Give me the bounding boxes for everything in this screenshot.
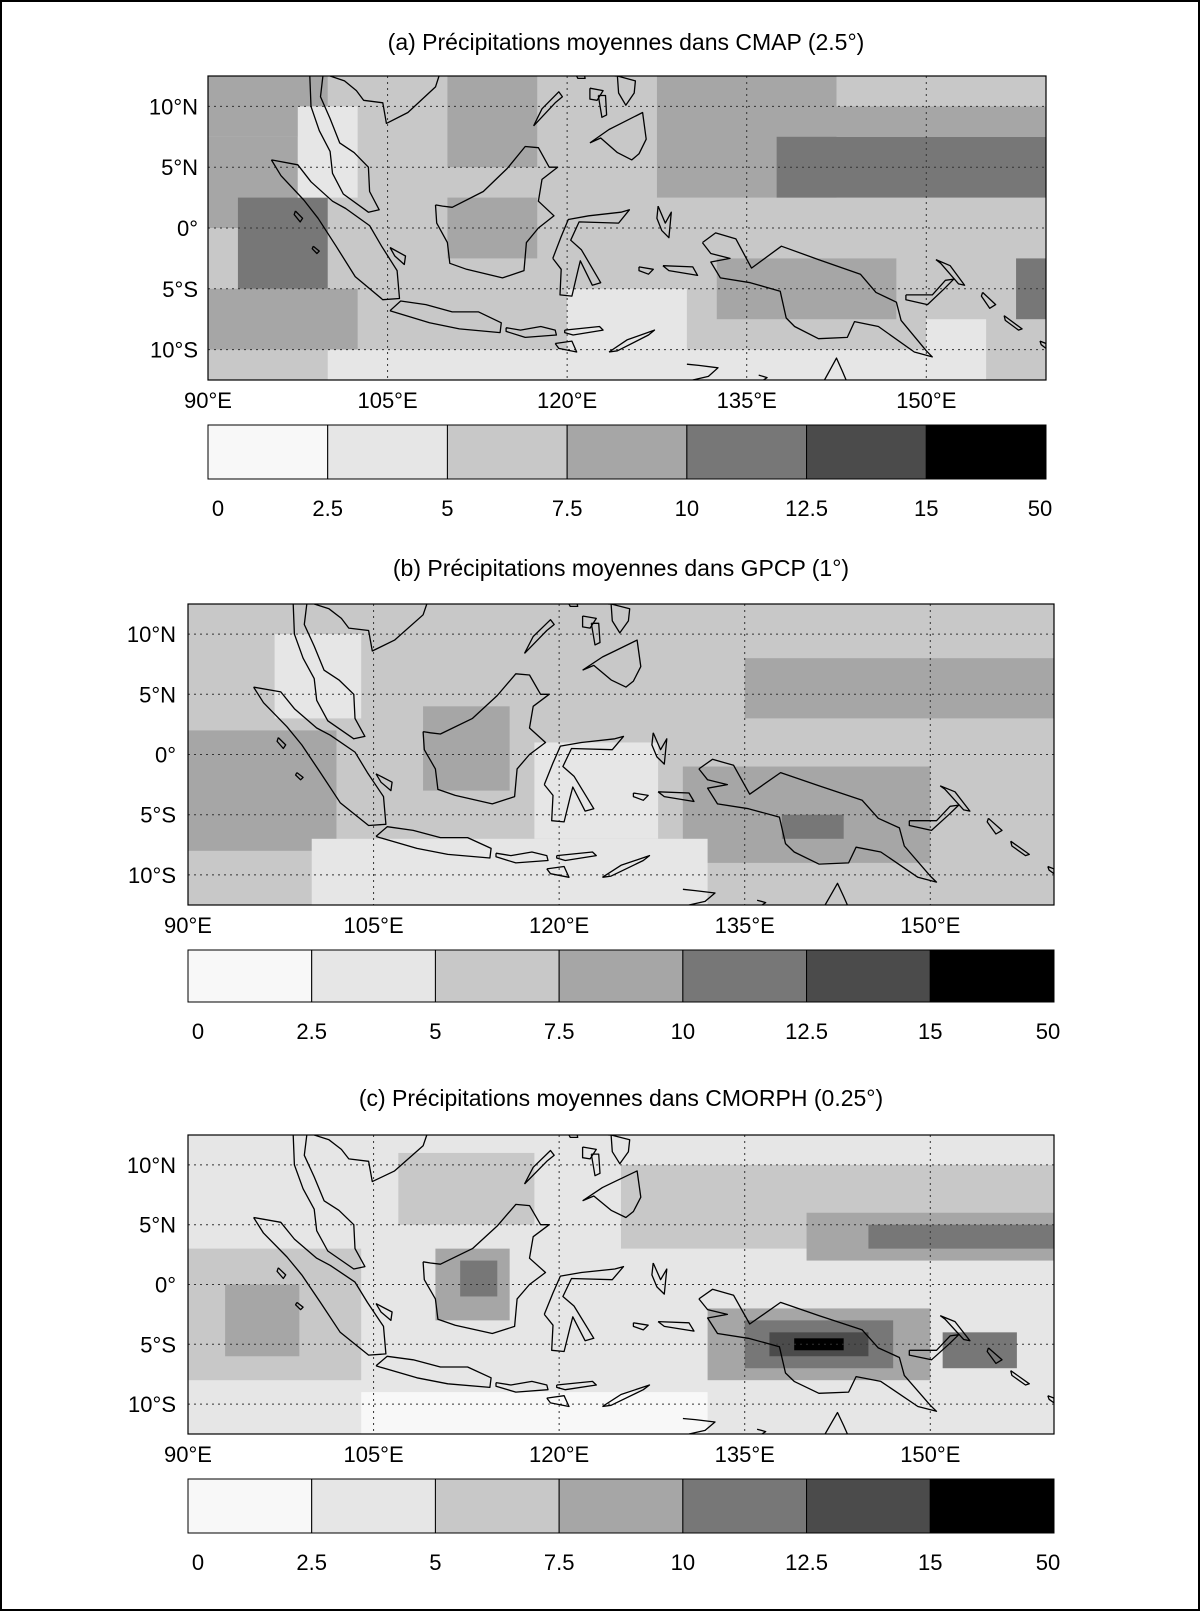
- lon-tick-label: 150°E: [900, 1442, 961, 1467]
- colorbar-swatch: [312, 950, 436, 1002]
- lon-tick-label: 90°E: [184, 388, 232, 413]
- precip-region-south-dry: [361, 1392, 707, 1434]
- precip-region-indian-ocean: [188, 730, 336, 850]
- colorbar-swatch: [447, 425, 567, 479]
- lon-tick-label: 105°E: [343, 913, 404, 938]
- precip-region-malaysia-dry: [298, 106, 358, 197]
- precip-region-west-sumatra-max: [238, 198, 328, 289]
- coastline: [559, 587, 612, 604]
- precip-region-sumatra-west: [225, 1285, 299, 1357]
- colorbar-level-label: 15: [918, 1550, 943, 1575]
- precipitation-maps-figure: [2, 2, 1198, 1609]
- lat-tick-label: 0°: [154, 742, 176, 768]
- map-panel-2: [127, 555, 1060, 1044]
- colorbar-swatch: [559, 1479, 683, 1533]
- colorbar-level-label: 12.5: [785, 1019, 828, 1044]
- lon-tick-label: 105°E: [343, 1442, 404, 1467]
- lat-tick-label: 5°S: [140, 1332, 176, 1358]
- colorbar-level-label: 10: [670, 1550, 696, 1575]
- lat-tick-label: 10°N: [126, 622, 176, 648]
- colorbar-level-label: 5: [429, 1550, 442, 1575]
- lat-tick-label: 10°S: [128, 862, 176, 888]
- colorbar-level-label: 15: [918, 1019, 943, 1044]
- map-body: [208, 59, 1046, 380]
- colorbar-level-label: 12.5: [785, 1550, 828, 1575]
- colorbar-level-label: 10: [670, 1019, 696, 1044]
- precip-region-nw-pacific: [837, 106, 1047, 136]
- colorbar-swatch: [930, 1479, 1054, 1533]
- colorbar-level-label: 7.5: [543, 1550, 575, 1575]
- colorbar-level-label: 50: [1035, 1019, 1061, 1044]
- precip-region-nw-pacific-dry: [837, 76, 1047, 106]
- map-panel-1: [149, 29, 1052, 521]
- colorbar-swatch: [559, 950, 683, 1002]
- colorbar-swatch: [807, 950, 931, 1002]
- lat-tick-label: 5°S: [162, 276, 198, 302]
- lat-tick-label: 10°N: [148, 94, 198, 120]
- lat-tick-label: 10°S: [150, 337, 198, 363]
- precip-region-borneo-core: [460, 1261, 497, 1297]
- colorbar-swatch: [328, 425, 448, 479]
- colorbar-swatch: [930, 950, 1054, 1002]
- colorbar-swatch: [188, 950, 312, 1002]
- panel-title: (c) Précipitations moyennes dans CMORPH (0.25°): [358, 1085, 884, 1111]
- lat-tick-label: 0°: [176, 216, 198, 241]
- colorbar-level-label: 0: [191, 1550, 205, 1575]
- lon-tick-label: 120°E: [529, 1442, 590, 1467]
- map-body: [188, 587, 1054, 905]
- precip-region-itcz-core: [868, 1225, 1054, 1249]
- colorbar-level-label: 7.5: [551, 496, 583, 521]
- lon-tick-label: 105°E: [357, 388, 418, 413]
- lat-tick-label: 10°N: [126, 1152, 176, 1178]
- colorbar-swatch: [312, 1479, 436, 1533]
- colorbar-level-label: 12.5: [785, 496, 828, 521]
- precip-region-s-china-sea: [447, 76, 537, 167]
- lon-tick-label: 135°E: [714, 1442, 775, 1467]
- colorbar-swatch: [683, 1479, 807, 1533]
- lat-tick-label: 5°S: [140, 802, 176, 828]
- colorbar-level-label: 5: [441, 496, 454, 521]
- precip-region-south-dry: [312, 839, 708, 905]
- lon-tick-label: 90°E: [164, 1442, 212, 1467]
- colorbar-level-label: 2.5: [296, 1550, 328, 1575]
- colorbar-level-label: 10: [674, 496, 700, 521]
- colorbar-level-label: 0: [211, 496, 225, 521]
- precip-region-malaysia-dry: [275, 634, 362, 718]
- colorbar-swatch: [807, 1479, 931, 1533]
- precip-region-banda-dry: [534, 742, 658, 838]
- lat-tick-label: 5°N: [139, 682, 176, 708]
- precip-region-ng-core: [782, 815, 844, 839]
- precip-region-south-dry: [328, 350, 927, 380]
- colorbar-swatch: [188, 1479, 312, 1533]
- precip-region-sw-ocean: [208, 289, 358, 350]
- lon-tick-label: 120°E: [529, 913, 590, 938]
- lon-tick-label: 90°E: [164, 913, 212, 938]
- colorbar: [208, 425, 1052, 521]
- colorbar-swatch: [435, 950, 559, 1002]
- colorbar-swatch: [435, 1479, 559, 1533]
- colorbar-level-label: 50: [1035, 1550, 1061, 1575]
- map-panel-3: [127, 1085, 1060, 1575]
- precip-region-solomon: [943, 1332, 1017, 1368]
- colorbar: [188, 1479, 1060, 1575]
- lat-tick-label: 10°S: [128, 1392, 176, 1418]
- coastline: [559, 1118, 612, 1135]
- colorbar-level-label: 50: [1027, 496, 1053, 521]
- colorbar-swatch: [567, 425, 687, 479]
- colorbar-swatch: [807, 425, 927, 479]
- colorbar-level-label: 5: [429, 1019, 442, 1044]
- lon-tick-label: 150°E: [900, 913, 961, 938]
- lon-tick-label: 135°E: [714, 913, 775, 938]
- colorbar-level-label: 15: [914, 496, 939, 521]
- panel-title: (a) Précipitations moyennes dans CMAP (2.5°): [387, 29, 865, 55]
- precip-region-philippine-sea: [745, 658, 1054, 718]
- map-body: [188, 1118, 1054, 1434]
- panel-title: (b) Précipitations moyennes dans GPCP (1°): [392, 555, 850, 581]
- lon-tick-label: 135°E: [716, 388, 777, 413]
- colorbar-swatch: [926, 425, 1046, 479]
- colorbar-level-label: 2.5: [296, 1019, 328, 1044]
- lat-tick-label: 0°: [154, 1272, 176, 1298]
- colorbar-swatch: [683, 950, 807, 1002]
- colorbar: [188, 950, 1060, 1044]
- lat-tick-label: 5°N: [161, 155, 198, 181]
- lon-tick-label: 150°E: [896, 388, 957, 413]
- colorbar-swatch: [208, 425, 328, 479]
- colorbar-level-label: 0: [191, 1019, 205, 1044]
- precip-region-s-china-sea: [398, 1153, 534, 1225]
- coastline: [567, 59, 619, 76]
- colorbar-level-label: 7.5: [543, 1019, 575, 1044]
- colorbar-swatch: [687, 425, 807, 479]
- lat-tick-label: 5°N: [139, 1212, 176, 1238]
- lon-tick-label: 120°E: [537, 388, 598, 413]
- colorbar-level-label: 2.5: [312, 496, 344, 521]
